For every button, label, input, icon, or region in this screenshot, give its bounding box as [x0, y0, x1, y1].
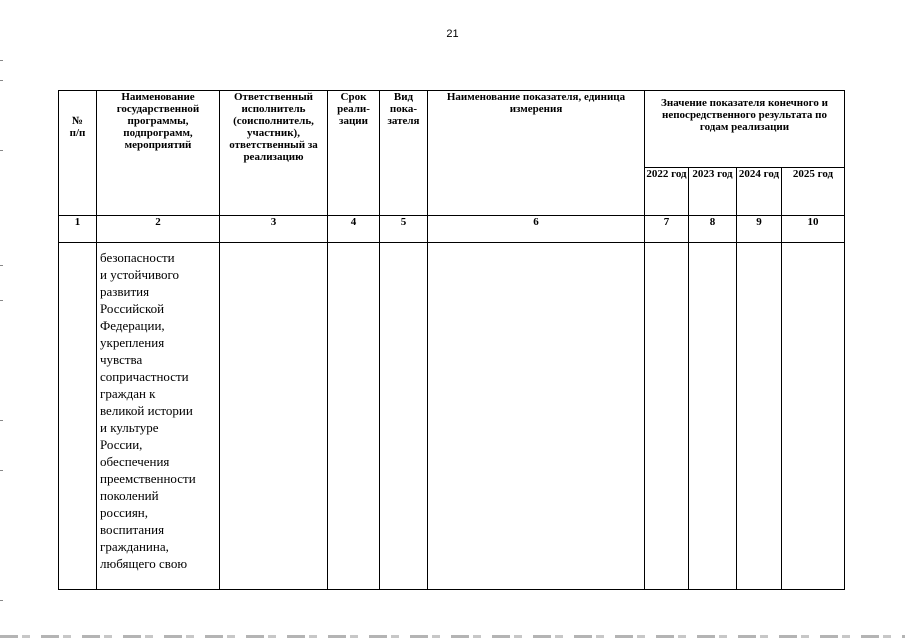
- index-cell: 6: [428, 216, 645, 243]
- body-cell-executor: [220, 243, 328, 590]
- header-indicator-type: Вид пока- зателя: [380, 91, 428, 216]
- header-indicator-name: Наименование показателя, единица измерения: [428, 91, 645, 216]
- header-year-2024: 2024 год: [737, 168, 782, 216]
- header-values-group: Значение показателя конечного и непосредственного результата по годам реализации: [645, 91, 845, 168]
- page-number: 21: [446, 28, 459, 40]
- index-cell: 9: [737, 216, 782, 243]
- header-year-2023: 2023 год: [689, 168, 737, 216]
- index-cell: 5: [380, 216, 428, 243]
- body-cell-type: [380, 243, 428, 590]
- column-index-row: [59, 216, 845, 243]
- header-year-2022: 2022 год: [645, 168, 689, 216]
- index-cell: 7: [645, 216, 689, 243]
- index-cell: 8: [689, 216, 737, 243]
- scan-bottom-edge: [0, 635, 905, 638]
- body-cell-number: [59, 243, 97, 590]
- header-executor: Ответственный исполнитель (соисполнитель, участник), ответственный за реализацию: [220, 91, 328, 216]
- table-row: [59, 243, 845, 590]
- header-program-name: Наименование государственной программы, подпрограмм, мероприятий: [97, 91, 220, 216]
- body-cell-indicator: [428, 243, 645, 590]
- body-cell-2025: [782, 243, 845, 590]
- indicator-table: [58, 90, 845, 590]
- header-year-2025: 2025 год: [782, 168, 845, 216]
- body-cell-2023: [689, 243, 737, 590]
- body-cell-program-text: безопасности и устойчивого развития Российской Федерации, укрепления чувства сопричастности граждан к великой истории и культуре России, обеспечения преемственности поколений россиян, воспитания гражданина, любящего свою: [97, 243, 220, 590]
- header-period: Срок реали- зации: [328, 91, 380, 216]
- index-cell: 4: [328, 216, 380, 243]
- index-cell: 1: [59, 216, 97, 243]
- index-cell: 3: [220, 216, 328, 243]
- body-cell-period: [328, 243, 380, 590]
- body-cell-2022: [645, 243, 689, 590]
- scan-margin-marks: [0, 0, 6, 640]
- header-number: № п/п: [59, 91, 97, 216]
- index-cell: 2: [97, 216, 220, 243]
- index-cell: 10: [782, 216, 845, 243]
- body-cell-2024: [737, 243, 782, 590]
